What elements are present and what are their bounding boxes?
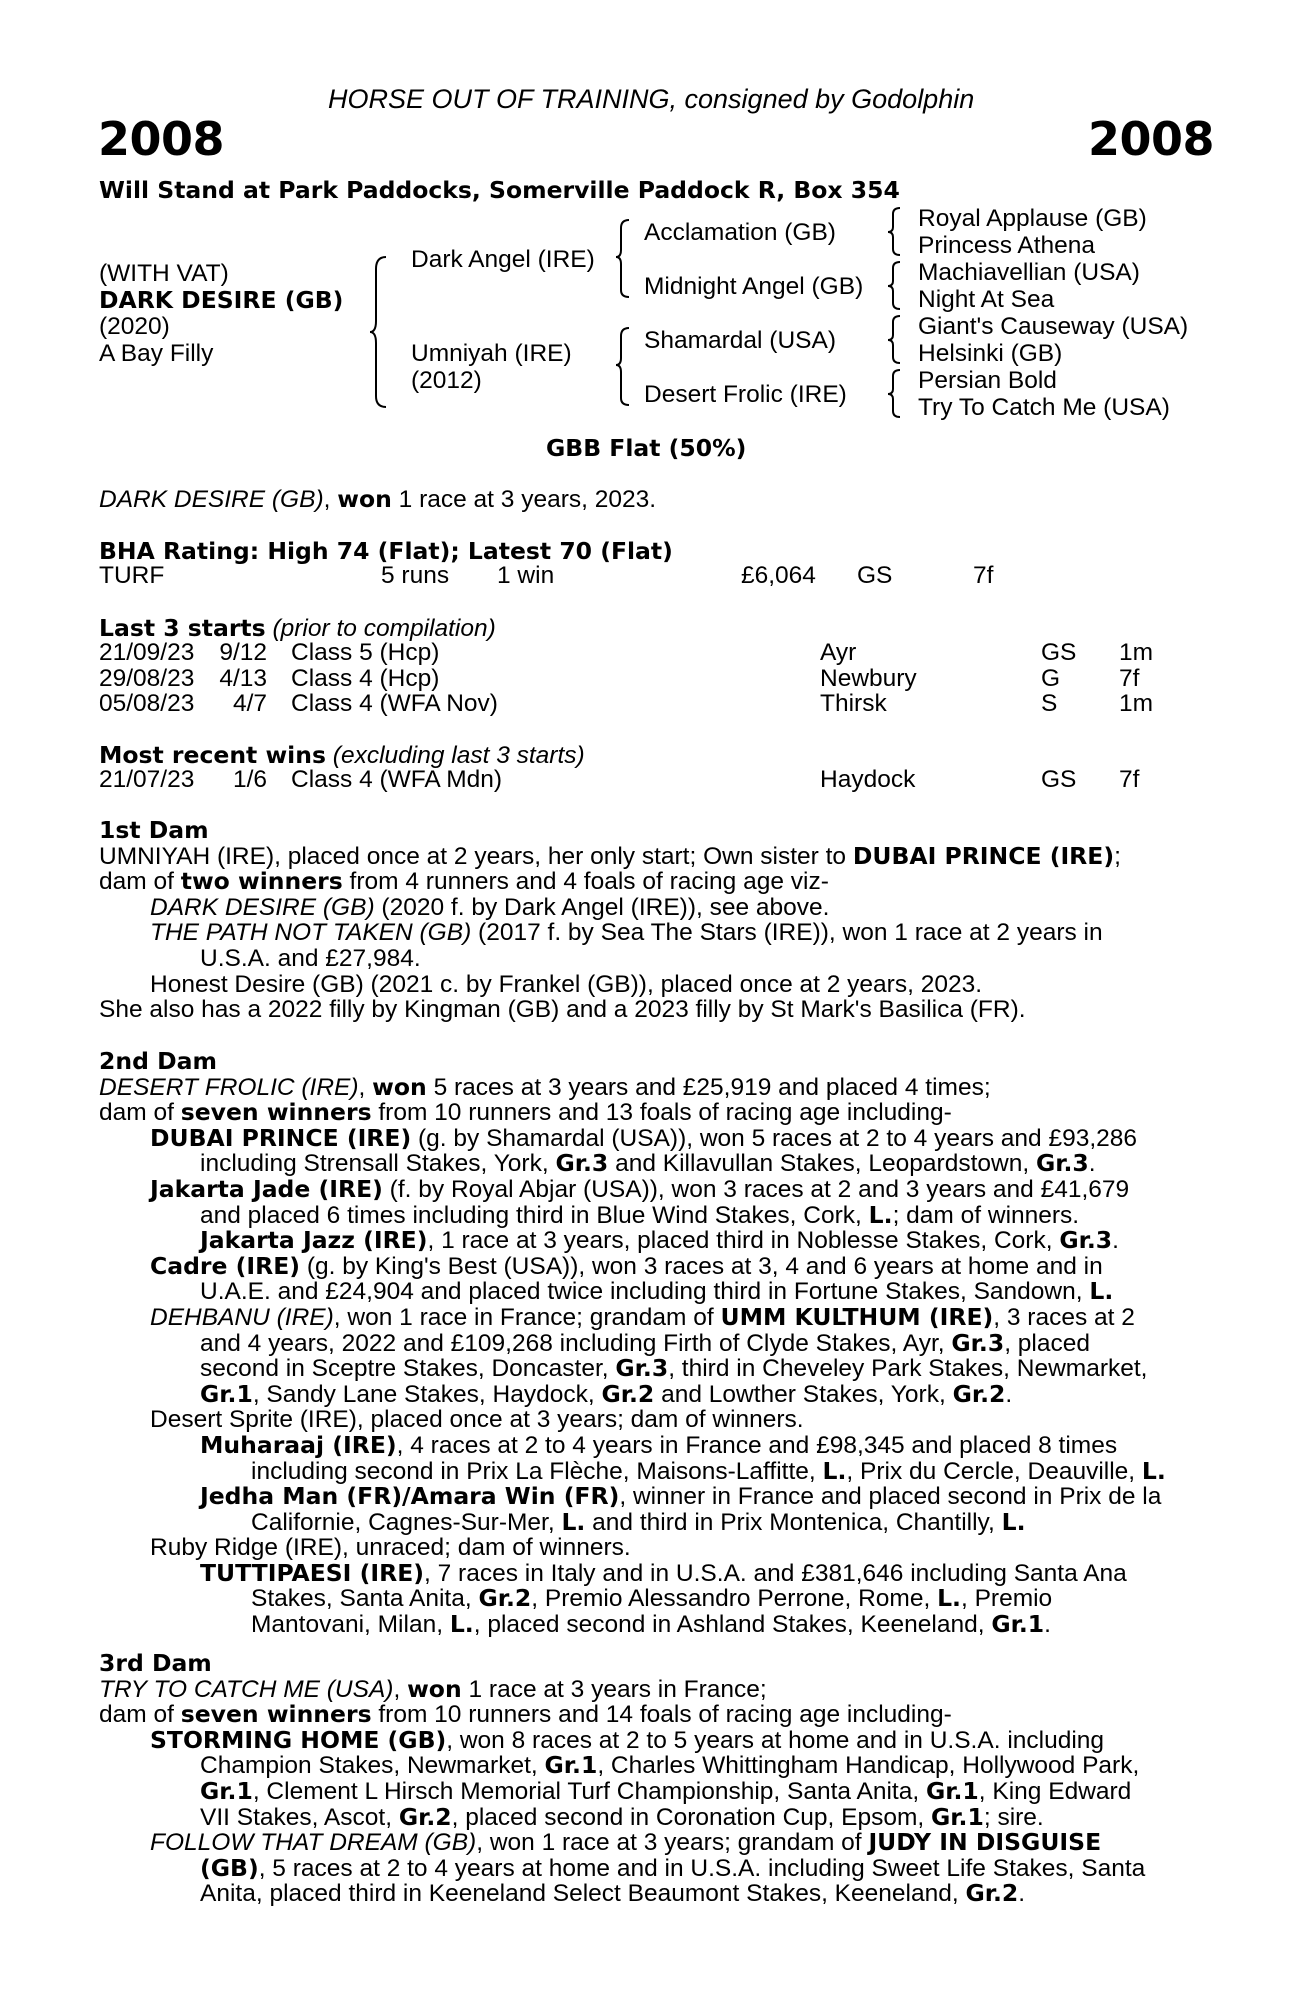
rating-going: GS — [857, 562, 893, 589]
third-dam-title: 3rd Dam — [99, 1649, 212, 1677]
second-dam-line: Muharaaj (IRE), 4 races at 2 to 4 years in France and £98,345 and placed 8 times — [200, 1430, 1118, 1459]
race-summary: DARK DESIRE (GB), won 1 race at 3 years, 2023. — [99, 485, 657, 513]
second-dam-line: second in Sceptre Stakes, Doncaster, Gr.3, third in Cheveley Park Stakes, Newmarket, — [200, 1354, 1148, 1383]
third-dam-line: (GB), 5 races at 2 to 4 years at home and in U.S.A. including Sweet Life Stakes, Santa — [200, 1853, 1146, 1882]
race-course: Newbury — [820, 664, 917, 692]
race-pos: 4/7 — [232, 690, 267, 718]
first-dam-title: 1st Dam — [99, 816, 209, 844]
second-dam-line: TUTTIPAESI (IRE), 7 races in Italy and in U.S.A. and £381,646 including Santa Ana — [200, 1558, 1127, 1587]
race-date: 21/09/23 — [99, 639, 195, 666]
summary-won: won — [337, 485, 392, 513]
horse-name: DARK DESIRE (GB) — [99, 286, 344, 314]
pedigree-dam: Umniyah (IRE) — [411, 340, 572, 367]
second-dam-line: Gr.1, Sandy Lane Stakes, Haydock, Gr.2 and Lowther Stakes, York, Gr.2. — [200, 1379, 1013, 1408]
first-dam-section — [99, 818, 1205, 1023]
race-dist: 7f — [1119, 766, 1140, 793]
pedigree-bracket-ds — [888, 314, 904, 366]
first-dam-line: She also has a 2022 filly by Kingman (GB) and a 2023 filly by St Mark's Basilica (FR). — [99, 996, 1026, 1024]
race-pos: 4/13 — [219, 664, 267, 692]
second-dam-title: 2nd Dam — [99, 1047, 217, 1075]
pedigree-sss: Royal Applause (GB) — [918, 205, 1147, 232]
race-cls: Class 4 (WFA Mdn) — [291, 766, 503, 793]
third-dam-line: FOLLOW THAT DREAM (GB), won 1 race at 3 years; grandam of JUDY IN DISGUISE — [150, 1828, 1102, 1857]
second-dam-line: Californie, Cagnes-Sur-Mer, L. and third in Prix Montenica, Chantilly, L. — [251, 1507, 1026, 1536]
rating-wins: 1 win — [497, 562, 555, 589]
second-dam-line: Cadre (IRE) (g. by King's Best (USA)), won 3 races at 3, 4 and 6 years at home and in — [150, 1251, 1103, 1280]
pedigree-bracket-dd — [888, 368, 904, 420]
race-dist: 1m — [1119, 639, 1154, 666]
third-dam-line: Anita, placed third in Keeneland Select Beaumont Stakes, Keeneland, Gr.2. — [200, 1879, 1026, 1908]
lot-number-left: 2008 — [98, 112, 225, 166]
second-dam-line: Jakarta Jade (IRE) (f. by Royal Abjar (USA)), won 3 races at 2 and 3 years and £41,679 — [150, 1174, 1130, 1203]
vat-note: (WITH VAT) — [99, 260, 229, 287]
third-dam-line: TRY TO CATCH ME (USA), won 1 race at 3 years in France; — [99, 1674, 767, 1703]
race-dist: 1m — [1119, 690, 1154, 718]
gbb-flat: GBB Flat (50%) — [546, 434, 747, 462]
pedigree-sire: Dark Angel (IRE) — [411, 246, 595, 273]
pedigree-bracket-sire — [616, 218, 632, 300]
race-going: GS — [1041, 766, 1077, 793]
lot-number-right: 2008 — [1088, 112, 1215, 166]
second-dam-line: DEHBANU (IRE), won 1 race in France; grandam of UMM KULTHUM (IRE), 3 races at 2 — [150, 1302, 1135, 1331]
race-pos: 1/6 — [232, 766, 267, 793]
race-course: Ayr — [820, 639, 857, 666]
second-dam-line: including Strensall Stakes, York, Gr.3 and Killavullan Stakes, Leopardstown, Gr.3. — [200, 1149, 1096, 1178]
pedigree-dam-year: (2012) — [411, 367, 482, 394]
race-cls: Class 5 (Hcp) — [291, 639, 440, 666]
last3-note: (prior to compilation) — [272, 615, 496, 642]
second-dam-line: Ruby Ridge (IRE), unraced; dam of winners. — [150, 1534, 631, 1562]
rating-distance: 7f — [973, 562, 994, 589]
race-cls: Class 4 (Hcp) — [291, 664, 440, 692]
first-dam-line: THE PATH NOT TAKEN (GB) (2017 f. by Sea The Stars (IRE)), won 1 race at 2 years in — [150, 919, 1103, 947]
pedigree-sds: Machiavellian (USA) — [918, 259, 1140, 286]
race-date: 05/08/23 — [99, 690, 195, 718]
race-pos: 9/12 — [219, 639, 267, 666]
race-course: Haydock — [820, 766, 916, 793]
pedigree-dss: Giant's Causeway (USA) — [918, 313, 1189, 340]
stand-location: Will Stand at Park Paddocks, Somerville Paddock R, Box 354 — [99, 176, 900, 204]
pedigree-bracket-sd — [888, 260, 904, 312]
second-dam-line: dam of seven winners from 10 runners and 13 foals of racing age including- — [99, 1098, 952, 1127]
race-going: S — [1041, 690, 1058, 718]
second-dam-line: Mantovani, Milan, L., placed second in Ashland Stakes, Keeneland, Gr.1. — [251, 1610, 1051, 1639]
pedigree-sire-sire: Acclamation (GB) — [644, 219, 836, 246]
third-dam-line: Champion Stakes, Newmarket, Gr.1, Charles Whittingham Handicap, Hollywood Park, — [200, 1751, 1140, 1780]
second-dam-line: Jakarta Jazz (IRE), 1 race at 3 years, placed third in Noblesse Stakes, Cork, Gr.3. — [200, 1226, 1119, 1255]
pedigree-ssd: Princess Athena — [918, 232, 1096, 259]
second-dam-line: Stakes, Santa Anita, Gr.2, Premio Alessandro Perrone, Rome, L., Premio — [251, 1584, 1053, 1613]
horse-description: A Bay Filly — [99, 340, 214, 367]
pedigree-dam-sire: Shamardal (USA) — [644, 327, 836, 354]
third-dam-section — [99, 1651, 1205, 1907]
second-dam-line: and 4 years, 2022 and £109,268 including Firth of Clyde Stakes, Ayr, Gr.3, placed — [200, 1328, 1090, 1357]
last3-title: Last 3 starts — [99, 614, 266, 642]
third-dam-line: dam of seven winners from 10 runners and 14 foals of racing age including- — [99, 1700, 952, 1729]
second-dam-line: and placed 6 times including third in Blue Wind Stakes, Cork, L.; dam of winners. — [200, 1200, 1080, 1229]
pedigree-dam-dam: Desert Frolic (IRE) — [644, 381, 847, 408]
pedigree-sire-dam: Midnight Angel (GB) — [644, 273, 864, 300]
bha-rating: BHA Rating: High 74 (Flat); Latest 70 (Flat) — [99, 537, 673, 565]
first-dam-line: Honest Desire (GB) (2021 c. by Frankel (GB)), placed once at 2 years, 2023. — [150, 970, 983, 998]
race-date: 29/08/23 — [99, 664, 195, 692]
recent-note: (excluding last 3 starts) — [332, 742, 585, 769]
second-dam-section — [99, 1049, 1205, 1638]
second-dam-line: DUBAI PRINCE (IRE) (g. by Shamardal (USA)), won 5 races at 2 to 4 years and £93,286 — [150, 1123, 1138, 1152]
first-dam-line: UMNIYAH (IRE), placed once at 2 years, her only start; Own sister to DUBAI PRINCE (IRE); — [99, 841, 1121, 870]
race-going: G — [1041, 664, 1061, 692]
pedigree-ddd: Try To Catch Me (USA) — [918, 394, 1170, 421]
catalogue-subtitle: HORSE OUT OF TRAINING, consigned by Godolphin — [328, 84, 975, 114]
rating-prize: £6,064 — [741, 562, 816, 589]
second-dam-line: Desert Sprite (IRE), placed once at 3 years; dam of winners. — [150, 1406, 804, 1434]
pedigree-dsd: Helsinki (GB) — [918, 340, 1063, 367]
summary-rest: 1 race at 3 years, 2023. — [398, 486, 657, 513]
first-dam-line: dam of two winners from 4 runners and 4 foals of racing age viz- — [99, 867, 829, 896]
second-dam-line: DESERT FROLIC (IRE), won 5 races at 3 years and £25,919 and placed 4 times; — [99, 1072, 991, 1101]
second-dam-line: Jedha Man (FR)/Amara Win (FR), winner in France and placed second in Prix de la — [200, 1482, 1162, 1511]
recent-title: Most recent wins — [99, 741, 326, 769]
second-dam-line: U.A.E. and £24,904 and placed twice including third in Fortune Stakes, Sandown, L. — [200, 1277, 1114, 1306]
race-course: Thirsk — [820, 690, 887, 718]
first-dam-line: U.S.A. and £27,984. — [200, 944, 421, 972]
race-going: GS — [1041, 639, 1077, 666]
second-dam-line: including second in Prix La Flèche, Maisons-Laffitte, L., Prix du Cercle, Deauville, L. — [251, 1456, 1166, 1485]
race-date: 21/07/23 — [99, 766, 195, 793]
race-cls: Class 4 (WFA Nov) — [291, 690, 498, 718]
pedigree-sdd: Night At Sea — [918, 286, 1055, 313]
summary-name: DARK DESIRE (GB) — [99, 486, 324, 513]
rating-surface: TURF — [99, 562, 165, 589]
race-dist: 7f — [1119, 664, 1140, 692]
pedigree-bracket-dam — [616, 326, 632, 408]
first-dam-line: DARK DESIRE (GB) (2020 f. by Dark Angel (IRE)), see above. — [150, 893, 830, 921]
pedigree-bracket-main — [370, 255, 390, 410]
third-dam-line: STORMING HOME (GB), won 8 races at 2 to 5 years at home and in U.S.A. including — [150, 1725, 1105, 1754]
rating-runs: 5 runs — [381, 562, 450, 589]
pedigree-bracket-ss — [888, 206, 904, 258]
horse-year: (2020) — [99, 313, 170, 340]
pedigree-dds: Persian Bold — [918, 367, 1057, 394]
third-dam-line: VII Stakes, Ascot, Gr.2, placed second in Coronation Cup, Epsom, Gr.1; sire. — [200, 1802, 1044, 1831]
third-dam-line: Gr.1, Clement L Hirsch Memorial Turf Championship, Santa Anita, Gr.1, King Edward — [200, 1776, 1132, 1805]
